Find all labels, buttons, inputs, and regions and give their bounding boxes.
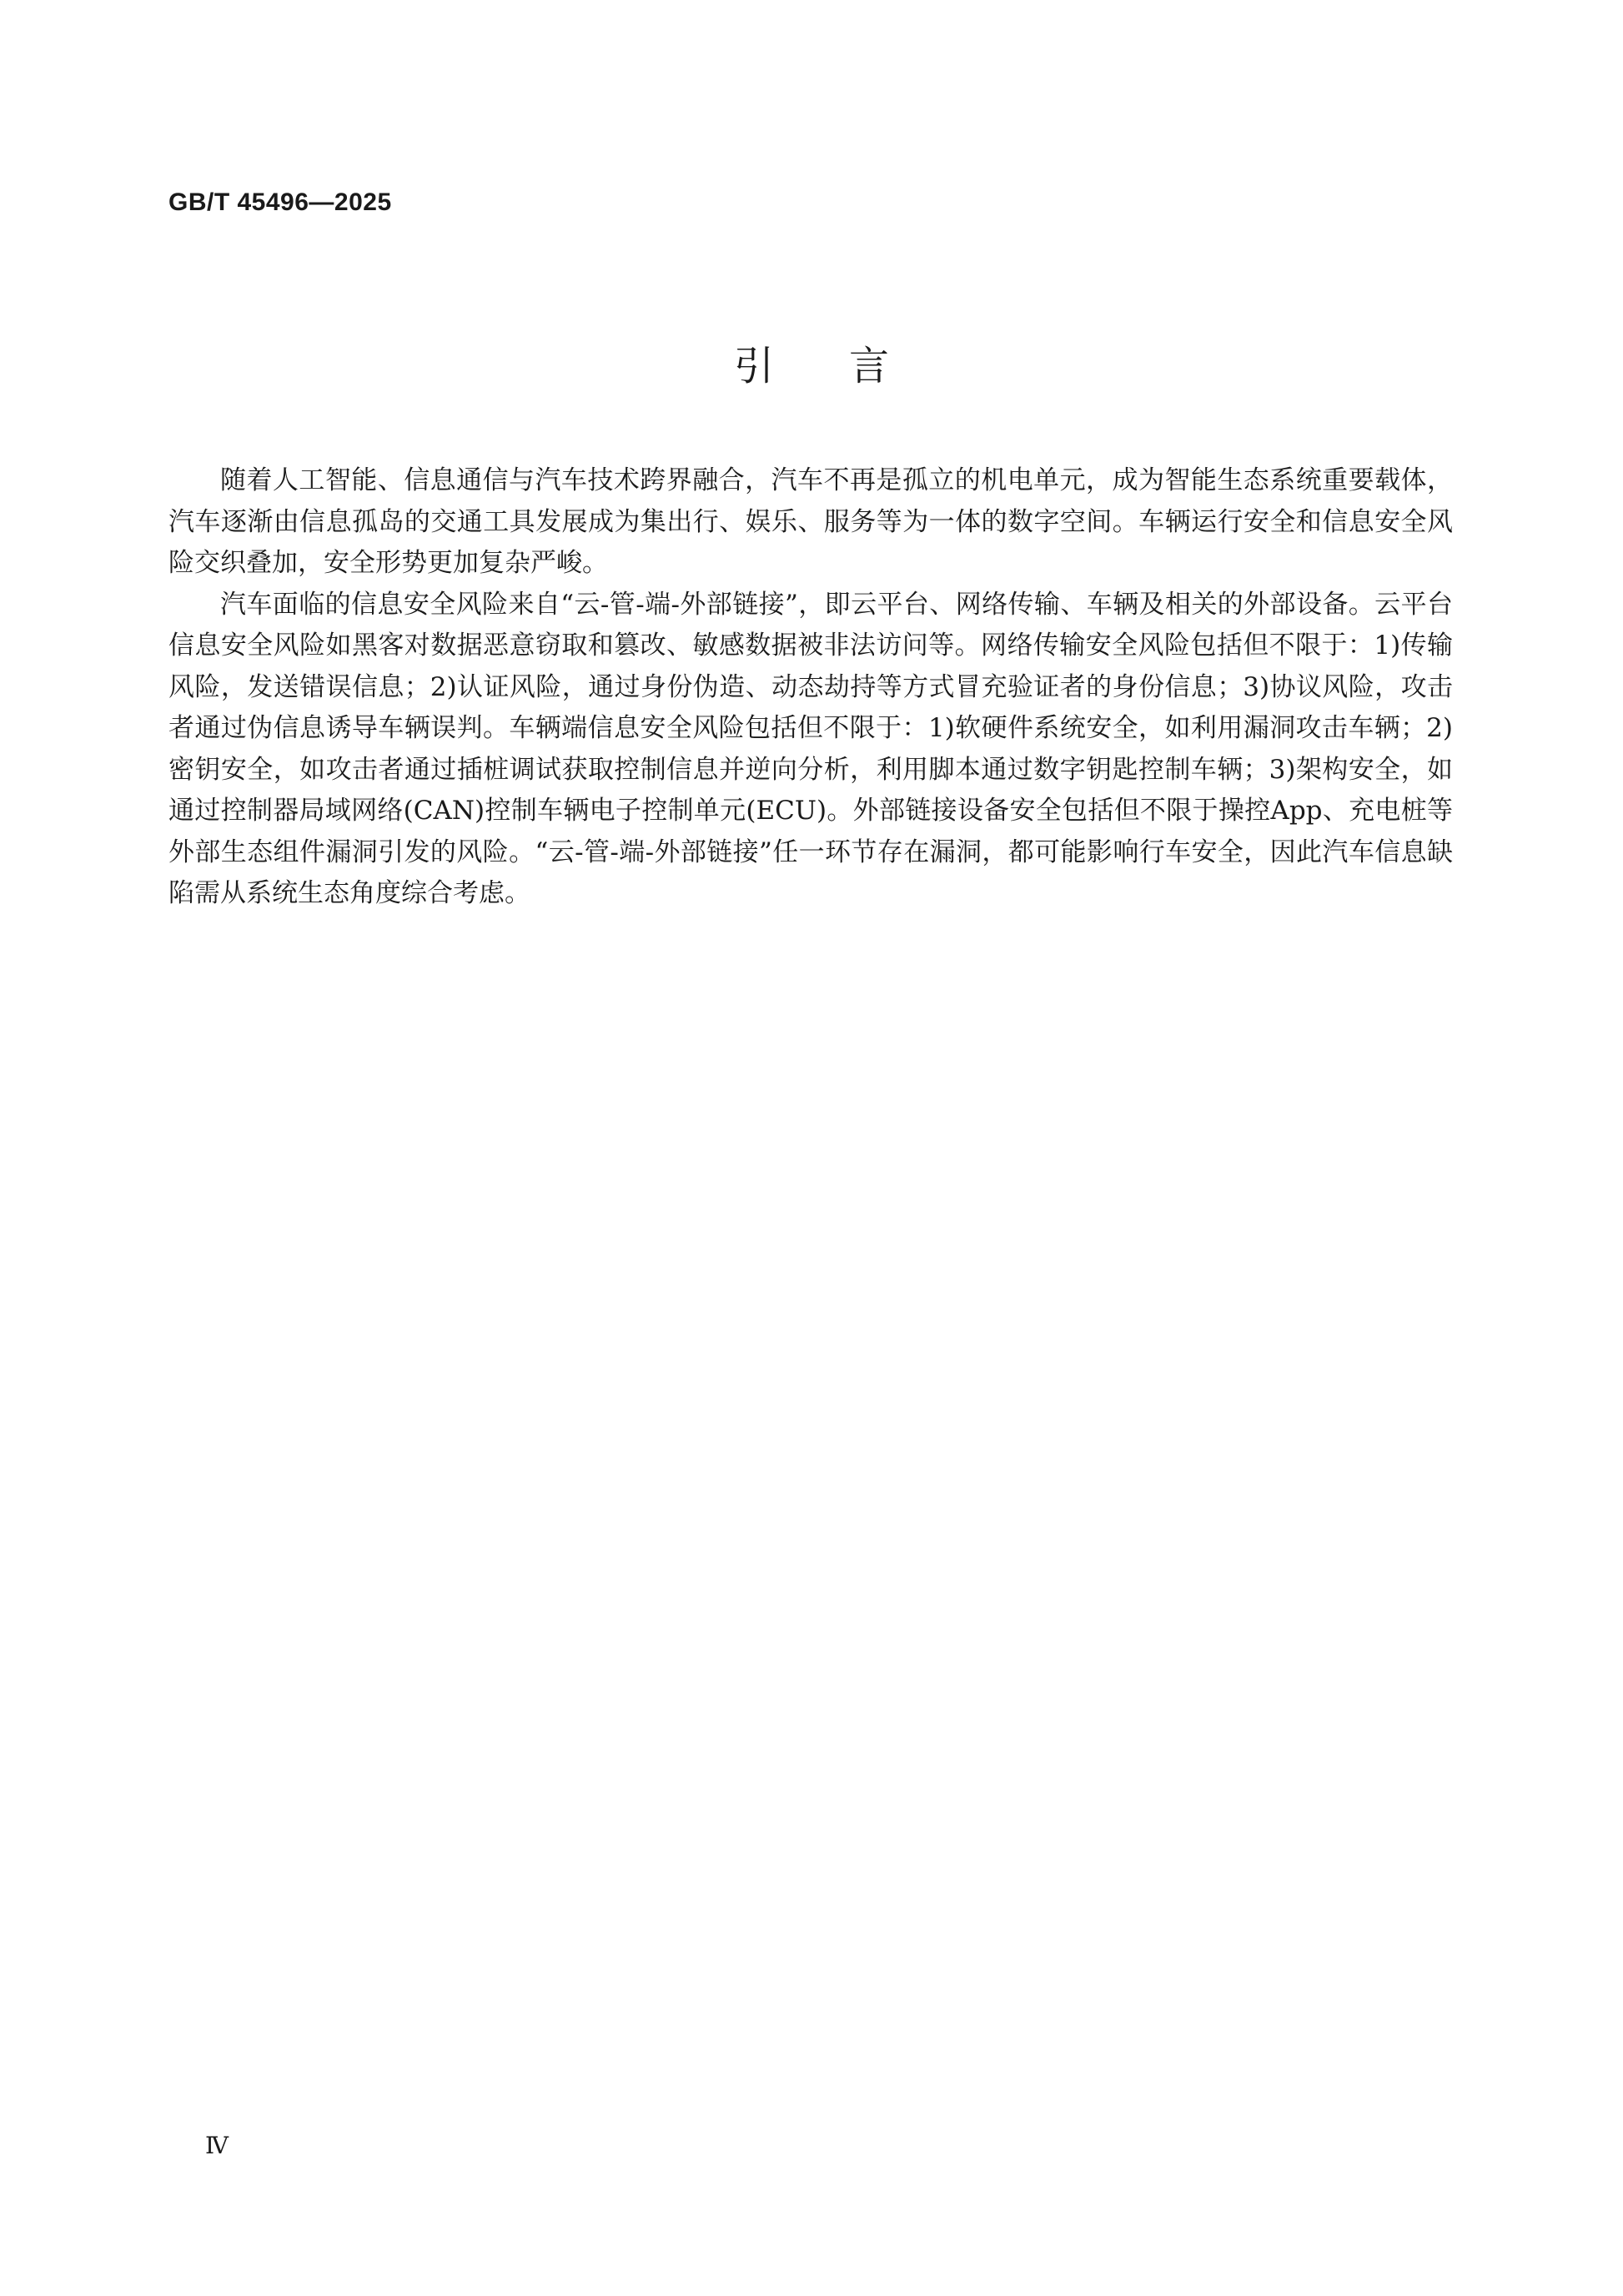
paragraph: 汽车面临的信息安全风险来自“云-管-端-外部链接”，即云平台、网络传输、车辆及相关的外部设备。云平台信息安全风险如黑客对数据恶意窃取和篡改、敏感数据被非法访问等。网络传输安全风险包括但不限于：1)传输风险，发送错误信息；2)认证风险，通过身份伪造、动态劫持等方式冒充验证者的身份信息；3)协议风险，攻击者通过伪信息诱导车辆误判。车辆端信息安全风险包括但不限于：1)软硬件系统安全，如利用漏洞攻击车辆；2)密钥安全，如攻击者通过插桩调试获取控制信息并逆向分析，利用脚本通过数字钥匙控制车辆；3)架构安全，如通过控制器局域网络(CAN)控制车辆电子控制单元(ECU)。外部链接设备安全包括但不限于操控App、充电桩等外部生态组件漏洞引发的风险。“云-管-端-外部链接”任一环节存在漏洞，都可能影响行车安全，因此汽车信息缺陷需从系统生态角度综合考虑。 <box>168 589 1453 908</box>
body-text <box>168 460 1453 915</box>
section-title: 引言 <box>733 343 964 389</box>
page-number: Ⅳ <box>205 2132 229 2159</box>
standard-code: GB/T 45496—2025 <box>168 188 392 216</box>
paragraph: 随着人工智能、信息通信与汽车技术跨界融合，汽车不再是孤立的机电单元，成为智能生态系统重要载体，汽车逐渐由信息孤岛的交通工具发展成为集出行、娱乐、服务等为一体的数字空间。车辆运行安全和信息安全风险交织叠加，安全形势更加复杂严峻。 <box>168 465 1453 578</box>
